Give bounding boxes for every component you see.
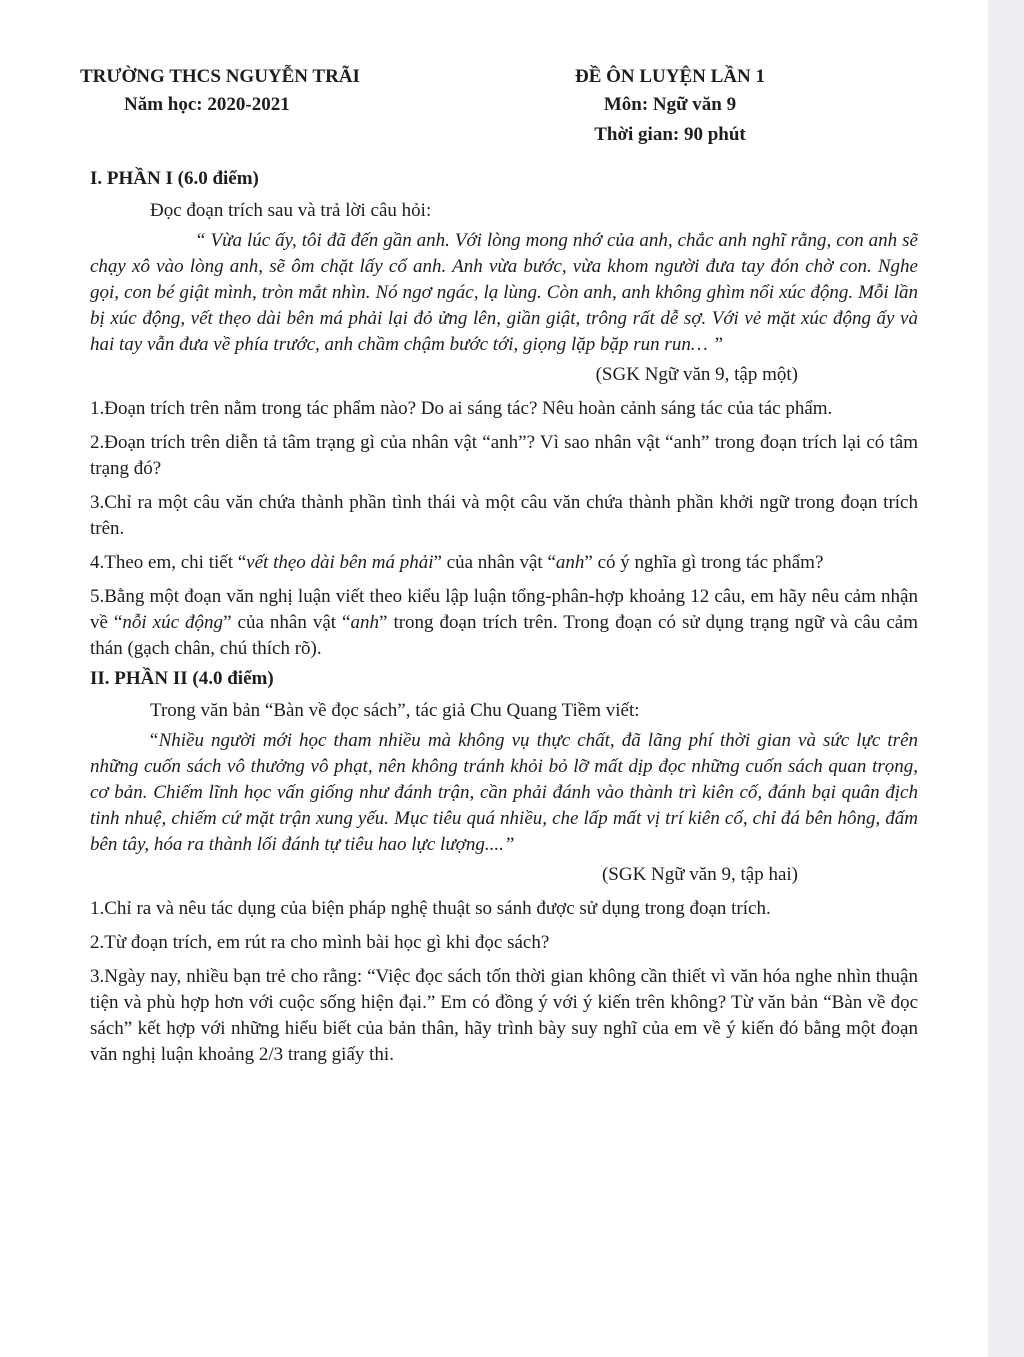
part2-question-3: 3.Ngày nay, nhiều bạn trẻ cho rằng: “Việc đọc sách tốn thời gian không cần thiết vì văn hóa nghe nhìn thuận tiện và phù hợp hơn với cuộc sống hiện đại.” Em có đồng ý với ý kiến trên không? Từ văn bản “Bàn về đọc sách” kết hợp với những hiểu biết của bản thân, hãy trình bày suy nghĩ của em về ý kiến đó bằng một đoạn văn nghị luận khoảng 2/3 trang giấy thi.: [90, 966, 918, 1065]
part1-source: (SGK Ngữ văn 9, tập một): [595, 364, 798, 385]
q4-text-c: ” của nhân vật “: [433, 552, 556, 573]
school-name: TRƯỜNG THCS NGUYỄN TRÃI: [80, 66, 360, 87]
part1-question-5: [90, 584, 918, 662]
part2-question-1: 1.Chỉ ra và nêu tác dụng của biện pháp nghệ thuật so sánh được sử dụng trong đoạn trích.: [90, 898, 771, 919]
q4-text-e: ” có ý nghĩa gì trong tác phẩm?: [584, 552, 824, 573]
q5-quote-emotion: nỗi xúc động: [122, 612, 224, 633]
exam-title: ĐỀ ÔN LUYỆN LẦN 1: [574, 66, 766, 87]
part2-question-2: 2.Từ đoạn trích, em rút ra cho mình bài học gì khi đọc sách?: [90, 932, 550, 953]
part1-title: I. PHẦN I (6.0 điểm): [90, 168, 259, 189]
part1-question-1: 1.Đoạn trích trên nằm trong tác phẩm nào? Do ai sáng tác? Nêu hoàn cảnh sáng tác của tác phẩm.: [90, 398, 833, 419]
q5-text-c: ” của nhân vật “: [223, 612, 351, 633]
exam-header: [0, 66, 988, 166]
part1-question-3: 3.Chỉ ra một câu văn chứa thành phần tình thái và một câu văn chứa thành phần khởi ngữ trong đoạn trích trên.: [90, 492, 918, 539]
exam-subject: Môn: Ngữ văn 9: [603, 94, 737, 115]
part2-title: II. PHẦN II (4.0 điểm): [90, 668, 274, 689]
part2-passage: “Nhiều người mới học tham nhiều mà không vụ thực chất, đã lãng phí thời gian và sức lực trên những cuốn sách vô thưởng vô phạt, nên không tránh khỏi bỏ lỡ mất dịp đọc những cuốn sách quan trọng, cơ bản. Chiếm lĩnh học vấn giống như đánh trận, cần phải đánh vào thành trì kiên cố, đánh bại quân địch tinh nhuệ, chiếm cứ mặt trận xung yếu. Mục tiêu quá nhiều, che lấp mất vị trí kiên cố, chỉ đá bên hông, đấm bên tây, hóa ra thành lối đánh tự tiêu hao lực lượng....”: [90, 730, 918, 855]
part1-passage: “ Vừa lúc ấy, tôi đã đến gần anh. Với lòng mong nhớ của anh, chắc anh nghĩ rằng, con anh sẽ chạy xô vào lòng anh, sẽ ôm chặt lấy cổ anh. Anh vừa bước, vừa khom người đưa tay đón chờ con. Nghe gọi, con bé giật mình, tròn mắt nhìn. Nó ngơ ngác, lạ lùng. Còn anh, anh không ghìm nổi xúc động. Mỗi lần bị xúc động, vết thẹo dài bên má phải lại đỏ ửng lên, giần giật, trông rất dễ sợ. Với vẻ mặt xúc động ấy và hai tay vẫn đưa về phía trước, anh chầm chậm bước tới, giọng lặp bặp run run… ”: [90, 230, 918, 355]
part1-question-2: 2.Đoạn trích trên diễn tả tâm trạng gì của nhân vật “anh”? Vì sao nhân vật “anh” trong đoạn trích lại có tâm trạng đó?: [90, 432, 918, 479]
q4-quote-detail: vết thẹo dài bên má phải: [246, 552, 434, 573]
exam-info-block: [500, 66, 840, 146]
school-block: [80, 66, 480, 116]
part2-source: (SGK Ngữ văn 9, tập hai): [601, 864, 798, 885]
part2-intro: Trong văn bản “Bàn về đọc sách”, tác giả Chu Quang Tiềm viết:: [150, 700, 640, 721]
q5-text-e: ” trong đoạn trích trên. Trong đoạn có sử dụng trạng ngữ và câu cảm thán (gạch chân, chú thích rõ).: [90, 612, 918, 659]
q4-text-a: 4.Theo em, chi tiết “: [90, 552, 247, 573]
part1-instruction: Đọc đoạn trích sau và trả lời câu hỏi:: [150, 200, 432, 221]
viewer-side-strip: [988, 0, 1024, 1357]
exam-content: [90, 166, 918, 1068]
q4-quote-character: anh: [555, 552, 585, 573]
exam-time: Thời gian: 90 phút: [594, 124, 746, 145]
q5-quote-character: anh: [350, 612, 379, 633]
school-year: Năm học: 2020-2021: [124, 94, 290, 115]
part1-question-4: [90, 550, 918, 576]
q5-text-a: 5.Bằng một đoạn văn nghị luận viết theo kiểu lập luận tổng-phân-hợp khoảng 12 câu, em hãy nêu cảm nhận về “: [90, 586, 918, 633]
